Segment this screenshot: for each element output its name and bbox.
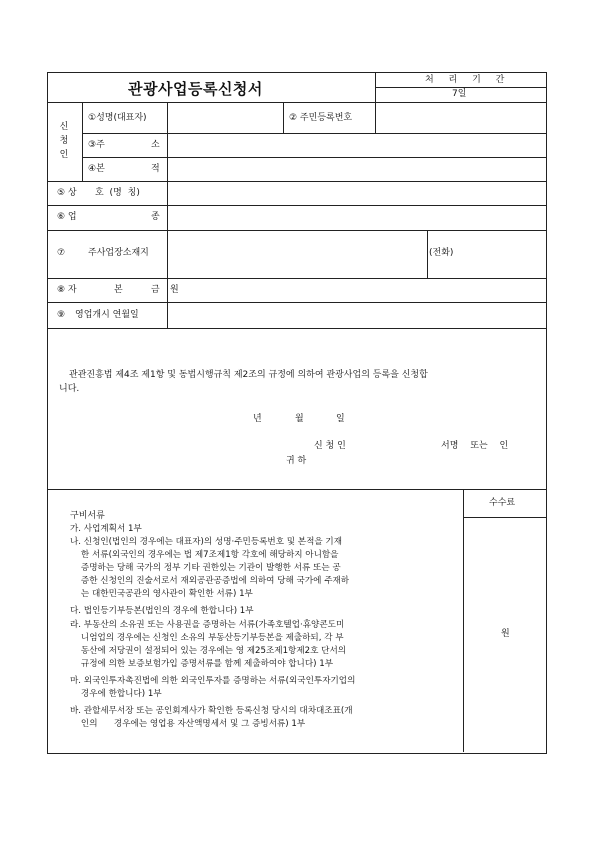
date-year: 년 (253, 414, 262, 424)
rrn-input[interactable] (377, 104, 544, 132)
doc-line: 니엄업의 경우에는 신청인 소유의 부동산등기부등본을 제출하되, 각 부 (70, 633, 344, 643)
phone-label: (전화) (429, 248, 454, 258)
business-type-input[interactable] (169, 207, 544, 229)
doc-line: 규정에 의한 보증보험가입 증명서류를 함께 제출하여야 합니다) 1부 (70, 659, 334, 669)
date-day: 일 (336, 414, 345, 424)
col-line (283, 102, 284, 133)
row-line (48, 278, 546, 279)
row-line (48, 302, 546, 303)
addressee: 귀 하 (286, 456, 307, 466)
applicant-label-3: 인 (59, 150, 69, 160)
domicile-label: ④본 (88, 164, 105, 174)
business-type-label-tail: 종 (151, 212, 160, 222)
office-address-input[interactable] (169, 232, 425, 277)
row-line (48, 181, 546, 182)
doc-line: 다. 법인등기부등본(법인의 경우에 한합니다) 1부 (70, 606, 254, 616)
doc-line: 동산에 저당권이 설정되어 있는 경우에는 영 제25조제1항제2호 단서의 (70, 646, 347, 656)
address-label: ③주 (88, 140, 105, 150)
doc-line: 한 서류(외국인의 경우에는 법 제7조제1항 각호에 해당하지 아니함을 (70, 550, 339, 560)
form-title: 관광사업등록신청서 (128, 80, 263, 98)
business-type-label: ⑥ 업 (57, 212, 77, 222)
row-line (48, 328, 546, 329)
doc-line: 증한 신청인의 진술서로서 재외공관공증법에 의하여 당해 국가에 주재하 (70, 576, 350, 586)
rrn-label: ② 주민등록번호 (289, 113, 353, 123)
statement-text: 관관진흥법 제4조 제1항 및 동법시행규칙 제2조의 규정에 의하여 관광사업의 등록을 신청합 (69, 370, 428, 380)
row-line (48, 230, 546, 231)
col-line (82, 102, 83, 181)
doc-line: 경우에 한합니다) 1부 (70, 689, 162, 699)
row-line (82, 133, 546, 134)
trade-name-label: ⑤ 상 (57, 188, 77, 198)
start-date-label: 영업개시 연월일 (75, 310, 139, 320)
name-label: ①성명(대표자) (88, 113, 147, 123)
capital-label-tail: 금 (151, 285, 160, 295)
office-number: ⑦ (57, 248, 66, 258)
capital-label-mid: 본 (114, 285, 123, 295)
domicile-label-tail: 적 (151, 164, 160, 174)
doc-line: 는 대한민국공관의 영사관이 확인한 서류) 1부 (70, 589, 253, 599)
doc-line: 라. 부동산의 소유권 또는 사용권을 증명하는 서류(가족호텔업·휴양콘도미 (70, 620, 345, 630)
row-line (48, 489, 546, 490)
domicile-input[interactable] (169, 159, 544, 180)
row-line (48, 102, 546, 103)
col-line (167, 102, 168, 328)
applicant-label-2: 청 (59, 136, 69, 146)
statement-text-cont: 니다. (59, 384, 80, 394)
col-line (427, 230, 428, 278)
name-input[interactable] (169, 104, 281, 132)
start-date-number: ⑨ (57, 310, 66, 320)
phone-input[interactable] (462, 232, 544, 277)
signer-label: 신 청 인 (314, 441, 346, 451)
col-line (375, 102, 376, 133)
doc-line: 나. 신청인(법인의 경우에는 대표자)의 성명·주민등록번호 및 본적을 기재 (70, 537, 343, 547)
doc-line: 증명하는 당해 국가의 정부 기타 권한있는 기관이 발행한 서류 또는 공 (70, 563, 341, 573)
capital-input[interactable] (182, 280, 544, 301)
applicant-label-1: 신 (59, 122, 69, 132)
row-line (82, 157, 546, 158)
divider (375, 87, 546, 88)
address-input[interactable] (169, 135, 544, 156)
fee-unit: 원 (501, 629, 510, 639)
trade-name-label-mid: 호 (명 칭) (95, 188, 140, 198)
processing-period-value: 7일 (452, 89, 467, 99)
doc-line: 마. 외국인투자촉진법에 의한 외국인투자를 증명하는 서류(외국인투자기업의 (70, 676, 356, 686)
doc-line: 인의 경우에는 영업용 자산액명세서 및 그 증빙서류) 1부 (70, 719, 306, 729)
start-date-input[interactable] (169, 304, 544, 327)
row-line (48, 205, 546, 206)
col-line (463, 489, 464, 752)
processing-period-label: 처 리 기 간 (425, 75, 511, 85)
address-label-tail: 소 (151, 140, 160, 150)
docs-title: 구비서류 (70, 511, 105, 521)
trade-name-input[interactable] (169, 183, 544, 204)
sign-or-seal: 서명 또는 인 (441, 441, 509, 451)
office-label: 주사업장소재지 (88, 248, 149, 258)
date-month: 월 (295, 414, 304, 424)
fee-label: 수수료 (489, 498, 516, 508)
doc-line: 가. 사업계획서 1부 (70, 524, 142, 534)
capital-unit: 원 (170, 285, 179, 295)
doc-line: 바. 관할세무서장 또는 공인회계사가 확인한 등록신청 당시의 대차대조표(개 (70, 706, 353, 716)
row-line (463, 517, 546, 518)
capital-label: ⑧ 자 (57, 285, 77, 295)
